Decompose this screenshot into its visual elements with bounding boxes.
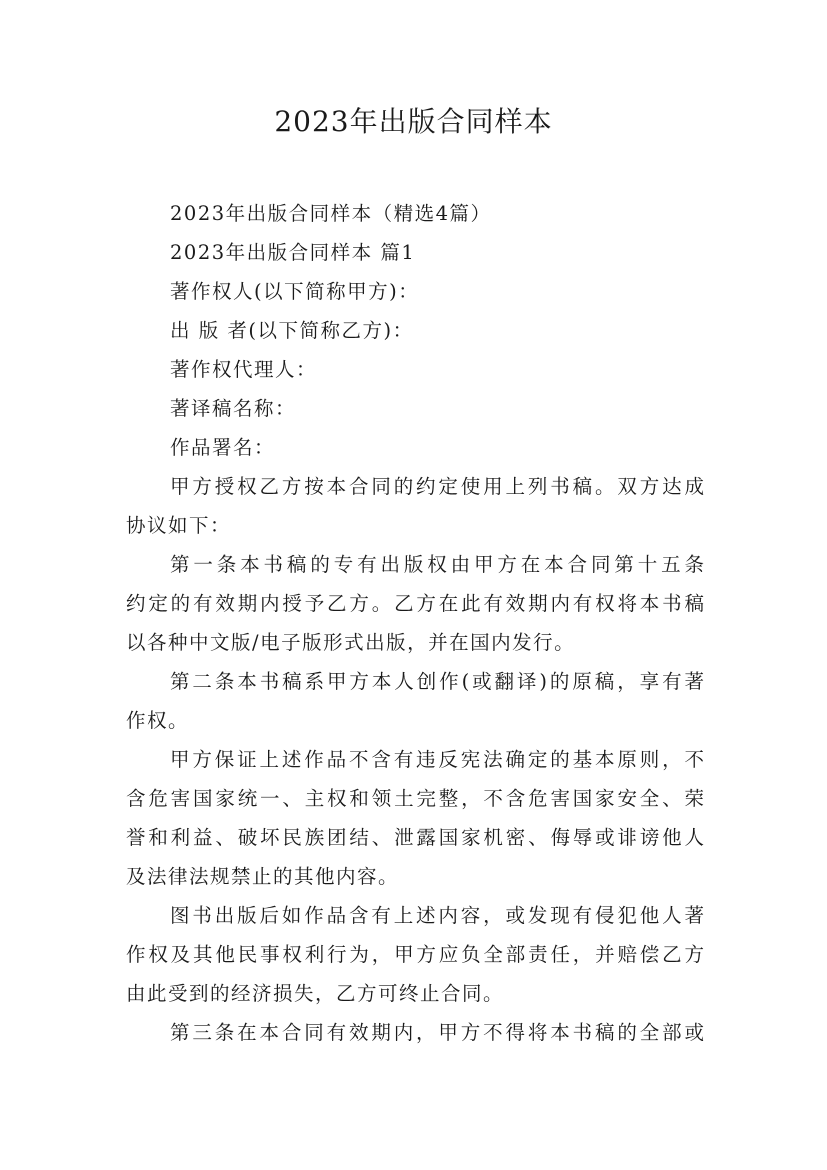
section-heading: 2023年出版合同样本 篇1 (170, 241, 416, 264)
paragraph-line: 协议如下： (126, 514, 232, 537)
paragraph-line: 及法律法规禁止的其他内容。 (126, 865, 400, 888)
field-work-signature: 作品署名： (170, 436, 276, 459)
paragraph-line: 第一条本书稿的专有出版权由甲方在本合同第十五条 (170, 553, 704, 576)
paragraph-line: 由此受到的经济损失，乙方可终止合同。 (126, 982, 505, 1005)
paragraph-line: 甲方授权乙方按本合同的约定使用上列书稿。双方达成 (170, 475, 704, 498)
paragraph-line: 第二条本书稿系甲方本人创作(或翻译)的原稿，享有著 (170, 670, 704, 693)
field-publisher: 出 版 者(以下简称乙方)： (170, 319, 414, 342)
paragraph-line: 约定的有效期内授予乙方。乙方在此有效期内有权将本书稿 (126, 592, 704, 615)
paragraph-line: 作权及其他民事权利行为，甲方应负全部责任，并赔偿乙方 (126, 943, 704, 966)
field-copyright-agent: 著作权代理人： (170, 358, 318, 381)
document-title: 2023年出版合同样本 (274, 105, 553, 138)
field-copyright-holder: 著作权人(以下简称甲方)： (170, 280, 420, 303)
paragraph-line: 第三条在本合同有效期内，甲方不得将本书稿的全部或 (170, 1021, 704, 1044)
paragraph-line: 甲方保证上述作品不含有违反宪法确定的基本原则，不 (170, 748, 704, 771)
subtitle-line: 2023年出版合同样本（精选4篇） (170, 202, 492, 225)
document-body (126, 194, 704, 1052)
paragraph-line: 誉和利益、破坏民族团结、泄露国家机密、侮辱或诽谤他人 (126, 826, 704, 849)
paragraph-line: 以各种中文版/电子版形式出版，并在国内发行。 (126, 631, 576, 654)
paragraph-line: 作权。 (126, 709, 190, 732)
paragraph-line: 图书出版后如作品含有上述内容，或发现有侵犯他人著 (170, 904, 704, 927)
paragraph-line: 含危害国家统一、主权和领土完整，不含危害国家安全、荣 (126, 787, 704, 810)
field-manuscript-name: 著译稿名称： (170, 397, 297, 420)
